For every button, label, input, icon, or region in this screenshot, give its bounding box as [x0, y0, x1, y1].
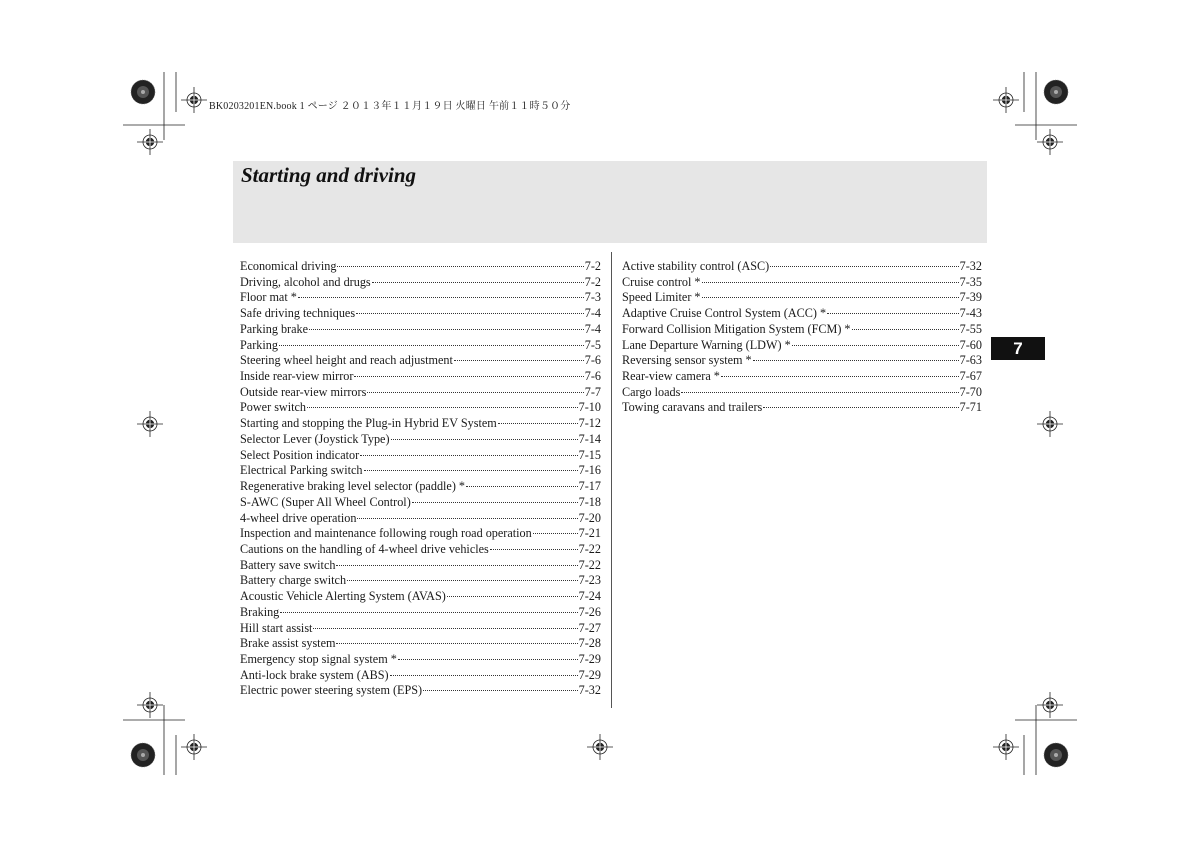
toc-left-column	[240, 259, 601, 699]
toc-leader-dots	[792, 344, 959, 346]
toc-entry[interactable]	[240, 479, 601, 495]
toc-leader-dots	[423, 689, 578, 691]
toc-entry[interactable]	[240, 353, 601, 369]
toc-entry-page: 7-32	[959, 259, 982, 273]
toc-entry-page: 7-27	[578, 620, 601, 635]
toc-entry[interactable]	[622, 290, 982, 306]
toc-entry[interactable]	[240, 290, 601, 306]
toc-entry-page: 7-2	[584, 274, 601, 289]
toc-entry-title: Electric power steering system (EPS)	[240, 683, 423, 698]
toc-entry-page: 7-7	[584, 384, 601, 399]
toc-entry-title: Battery charge switch	[240, 573, 347, 588]
toc-entry-title: Parking brake	[240, 321, 309, 336]
toc-entry-title: Economical driving	[240, 259, 337, 273]
toc-leader-dots	[827, 312, 959, 314]
toc-entry-title: Towing caravans and trailers	[622, 400, 763, 415]
toc-entry[interactable]	[240, 432, 601, 448]
toc-entry[interactable]	[622, 275, 982, 291]
toc-entry-page: 7-14	[578, 431, 601, 446]
toc-leader-dots	[309, 328, 584, 330]
toc-entry-title: S-AWC (Super All Wheel Control)	[240, 494, 411, 509]
toc-entry-title: Cautions on the handling of 4-wheel drive vehicles	[240, 541, 489, 556]
print-header: BK0203201EN.book 1 ページ ２０１３年１１月１９日 火曜日 午前１１時５０分	[209, 101, 571, 112]
toc-entry-page: 7-23	[578, 573, 601, 588]
toc-entry-title: Inspection and maintenance following rough road operation	[240, 526, 532, 541]
toc-leader-dots	[770, 265, 958, 267]
toc-entry[interactable]	[240, 589, 601, 605]
toc-entry-page: 7-6	[584, 353, 601, 368]
toc-entry-title: Inside rear-view mirror	[240, 369, 354, 384]
toc-leader-dots	[454, 359, 584, 361]
toc-leader-dots	[412, 501, 578, 503]
toc-entry-title: Reversing sensor system *	[622, 353, 752, 368]
toc-entry-page: 7-3	[584, 290, 601, 305]
toc-entry[interactable]	[240, 621, 601, 637]
toc-right-list	[622, 259, 982, 416]
toc-entry-title: Lane Departure Warning (LDW) *	[622, 337, 791, 352]
toc-entry[interactable]	[240, 275, 601, 291]
toc-entry-title: Driving, alcohol and drugs	[240, 274, 371, 289]
toc-leader-dots	[398, 658, 578, 660]
toc-entry-page: 7-28	[578, 636, 601, 651]
toc-leader-dots	[702, 281, 959, 283]
toc-entry[interactable]	[622, 306, 982, 322]
chapter-title-band	[233, 161, 987, 243]
toc-entry[interactable]	[240, 526, 601, 542]
toc-entry-page: 7-10	[578, 400, 601, 415]
toc-leader-dots	[337, 265, 583, 267]
toc-leader-dots	[357, 517, 577, 519]
toc-leader-dots	[447, 595, 578, 597]
toc-entry-page: 7-35	[959, 274, 982, 289]
toc-entry-title: Parking	[240, 337, 278, 352]
toc-entry[interactable]	[240, 636, 601, 652]
toc-entry-title: Adaptive Cruise Control System (ACC) *	[622, 306, 827, 321]
toc-entry-page: 7-32	[578, 683, 601, 698]
toc-leader-dots	[360, 454, 578, 456]
toc-leader-dots	[356, 312, 584, 314]
toc-entry-page: 7-15	[578, 447, 601, 462]
toc-leader-dots	[533, 532, 578, 534]
toc-entry-page: 7-4	[584, 306, 601, 321]
toc-entry-page: 7-43	[959, 306, 982, 321]
toc-entry[interactable]	[240, 683, 601, 699]
toc-entry[interactable]	[240, 369, 601, 385]
toc-entry-page: 7-18	[578, 494, 601, 509]
toc-leader-dots	[279, 344, 584, 346]
toc-entry-title: Hill start assist	[240, 620, 313, 635]
toc-entry-page: 7-29	[578, 651, 601, 666]
toc-entry-title: Battery save switch	[240, 557, 336, 572]
toc-leader-dots	[681, 391, 958, 393]
toc-entry-page: 7-63	[959, 353, 982, 368]
column-divider	[611, 252, 612, 708]
toc-entry-title: Outside rear-view mirrors	[240, 384, 367, 399]
toc-entry-page: 7-5	[584, 337, 601, 352]
toc-entry-page: 7-21	[578, 526, 601, 541]
toc-entry-title: Power switch	[240, 400, 307, 415]
toc-leader-dots	[364, 469, 578, 471]
toc-leader-dots	[498, 422, 578, 424]
toc-entry-page: 7-70	[959, 384, 982, 399]
toc-entry-page: 7-4	[584, 321, 601, 336]
toc-entry[interactable]	[622, 338, 982, 354]
toc-entry[interactable]	[240, 558, 601, 574]
toc-entry-title: Anti-lock brake system (ABS)	[240, 667, 389, 682]
toc-entry-title: Selector Lever (Joystick Type)	[240, 431, 390, 446]
toc-entry[interactable]	[240, 495, 601, 511]
toc-entry-page: 7-6	[584, 369, 601, 384]
toc-leader-dots	[391, 438, 578, 440]
toc-leader-dots	[307, 406, 578, 408]
toc-entry-title: Cargo loads	[622, 384, 681, 399]
toc-entry-page: 7-24	[578, 589, 601, 604]
toc-entry-title: Speed Limiter *	[622, 290, 701, 305]
toc-entry[interactable]	[622, 353, 982, 369]
toc-entry-title: Floor mat *	[240, 290, 297, 305]
toc-entry-page: 7-12	[578, 416, 601, 431]
toc-entry-title: Forward Collision Mitigation System (FCM) *	[622, 321, 851, 336]
toc-leader-dots	[763, 406, 958, 408]
toc-entry-title: Select Position indicator	[240, 447, 360, 462]
toc-entry[interactable]	[240, 306, 601, 322]
toc-entry-title: 4-wheel drive operation	[240, 510, 357, 525]
toc-leader-dots	[347, 579, 578, 581]
toc-entry-title: Brake assist system	[240, 636, 336, 651]
toc-leader-dots	[336, 564, 577, 566]
toc-entry-page: 7-16	[578, 463, 601, 478]
toc-entry-page: 7-22	[578, 557, 601, 572]
toc-right-column	[622, 259, 982, 416]
toc-entry[interactable]	[622, 369, 982, 385]
toc-entry[interactable]	[622, 385, 982, 401]
chapter-title: Starting and driving	[241, 163, 417, 187]
toc-entry-page: 7-20	[578, 510, 601, 525]
toc-entry[interactable]	[240, 322, 601, 338]
toc-entry[interactable]	[240, 668, 601, 684]
toc-entry[interactable]	[240, 652, 601, 668]
toc-entry[interactable]	[240, 605, 601, 621]
toc-entry-title: Cruise control *	[622, 274, 701, 289]
toc-entry-page: 7-67	[959, 369, 982, 384]
toc-left-list	[240, 259, 601, 699]
toc-entry[interactable]	[240, 338, 601, 354]
toc-entry-page: 7-60	[959, 337, 982, 352]
toc-entry[interactable]	[240, 385, 601, 401]
toc-entry[interactable]	[240, 463, 601, 479]
toc-leader-dots	[852, 328, 959, 330]
toc-leader-dots	[390, 674, 578, 676]
toc-entry[interactable]	[240, 416, 601, 432]
toc-entry[interactable]	[240, 573, 601, 589]
toc-entry-page: 7-17	[578, 479, 601, 494]
toc-entry-title: Emergency stop signal system *	[240, 651, 397, 666]
toc-entry-title: Safe driving techniques	[240, 306, 356, 321]
toc-entry-title: Rear-view camera *	[622, 369, 720, 384]
toc-entry-title: Acoustic Vehicle Alerting System (AVAS)	[240, 589, 446, 604]
toc-entry[interactable]	[240, 448, 601, 464]
toc-entry[interactable]	[622, 400, 982, 416]
toc-entry-page: 7-26	[578, 604, 601, 619]
toc-leader-dots	[702, 296, 959, 298]
toc-entry[interactable]	[240, 511, 601, 527]
toc-entry-title: Steering wheel height and reach adjustment	[240, 353, 453, 368]
toc-leader-dots	[367, 391, 583, 393]
toc-entry-title: Active stability control (ASC)	[622, 259, 770, 273]
toc-leader-dots	[354, 375, 583, 377]
toc-entry-page: 7-71	[959, 400, 982, 415]
toc-entry-page: 7-22	[578, 541, 601, 556]
chapter-tab: 7	[991, 337, 1045, 360]
toc-entry[interactable]	[240, 400, 601, 416]
toc-leader-dots	[753, 359, 959, 361]
toc-leader-dots	[280, 611, 577, 613]
toc-entry-title: Regenerative braking level selector (paddle) *	[240, 479, 466, 494]
toc-leader-dots	[336, 642, 577, 644]
toc-entry-page: 7-29	[578, 667, 601, 682]
toc-leader-dots	[298, 296, 584, 298]
toc-entry[interactable]	[240, 259, 601, 275]
toc-leader-dots	[466, 485, 578, 487]
toc-leader-dots	[490, 548, 578, 550]
toc-entry[interactable]	[622, 259, 982, 275]
toc-entry-page: 7-2	[584, 259, 601, 273]
toc-leader-dots	[372, 281, 584, 283]
toc-entry[interactable]	[240, 542, 601, 558]
toc-entry-title: Starting and stopping the Plug-in Hybrid EV System	[240, 416, 497, 431]
toc-entry-page: 7-39	[959, 290, 982, 305]
toc-entry[interactable]	[622, 322, 982, 338]
toc-leader-dots	[721, 375, 959, 377]
toc-entry-title: Braking	[240, 604, 280, 619]
toc-entry-title: Electrical Parking switch	[240, 463, 363, 478]
toc-leader-dots	[313, 627, 577, 629]
toc-entry-page: 7-55	[959, 321, 982, 336]
